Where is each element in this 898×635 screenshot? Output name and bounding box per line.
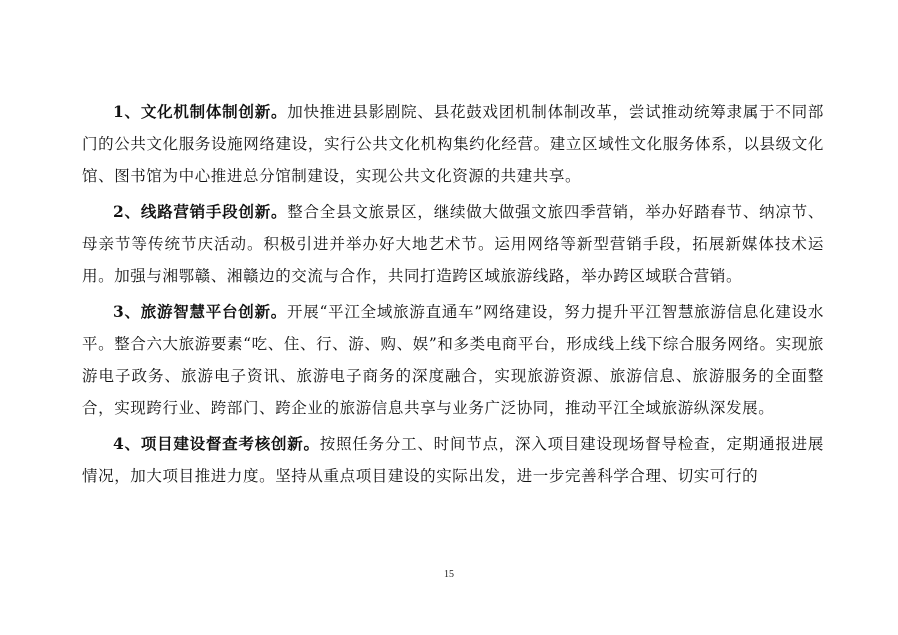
paragraph-cultural-mechanism	[82, 96, 824, 192]
paragraph-heading: 4、项目建设督查考核创新。	[113, 434, 320, 453]
paragraph-heading: 2、线路营销手段创新。	[113, 202, 288, 221]
paragraph-text: 开展“平江全域旅游直通车”网络建设，努力提升平江智慧旅游信息化建设水平。整合六大旅游要素“吃、住、行、游、购、娱”和多类电商平台，形成线上线下综合服务网络。实现旅游电子政务、旅游电子资讯、旅游电子商务的深度融合，实现旅游资源、旅游信息、旅游服务的全面整合，实现跨行业、跨部门、跨企业的旅游信息共享与业务广泛协同，推动平江全域旅游纵深发展。	[82, 303, 824, 417]
paragraph-route-marketing	[82, 196, 824, 292]
paragraph-text: 加快推进县影剧院、县花鼓戏团机制体制改革，尝试推动统筹隶属于不同部门的公共文化服务设施网络建设，实行公共文化机构集约化经营。建立区域性文化服务体系，以县级文化馆、图书馆为中心推进总分馆制建设，实现公共文化资源的共建共享。	[82, 103, 824, 185]
page-number: 15	[444, 569, 454, 580]
paragraph-heading: 1、文化机制体制创新。	[113, 102, 288, 121]
paragraph-text: 按照任务分工、时间节点，深入项目建设现场督导检查，定期通报进展情况，加大项目推进力度。坚持从重点项目建设的实际出发，进一步完善科学合理、切实可行的	[82, 435, 824, 485]
document-body	[82, 96, 824, 496]
paragraph-project-supervision	[82, 428, 824, 492]
paragraph-text: 整合全县文旅景区，继续做大做强文旅四季营销，举办好踏春节、纳凉节、母亲节等传统节庆活动。积极引进并举办好大地艺术节。运用网络等新型营销手段，拓展新媒体技术运用。加强与湘鄂赣、湘赣边的交流与合作，共同打造跨区域旅游线路，举办跨区域联合营销。	[82, 203, 824, 285]
paragraph-heading: 3、旅游智慧平台创新。	[113, 302, 287, 321]
paragraph-smart-tourism	[82, 296, 824, 424]
